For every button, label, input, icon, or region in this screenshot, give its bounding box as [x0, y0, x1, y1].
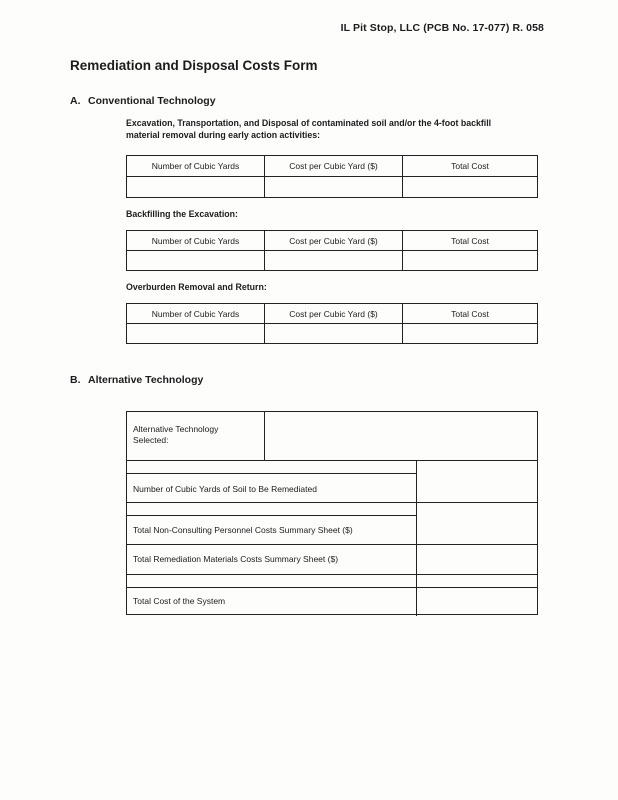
- excavation-cost-table: [126, 155, 538, 198]
- column-header-cost-per-yard: Cost per Cubic Yard ($): [265, 304, 403, 324]
- cubic-yards-remediated-field[interactable]: [418, 462, 536, 501]
- column-header-cost-per-yard: Cost per Cubic Yard ($): [265, 156, 403, 177]
- excavation-instructions: [126, 117, 546, 141]
- column-header-cubic-yards: Number of Cubic Yards: [127, 304, 265, 324]
- section-a-heading: [70, 95, 216, 107]
- column-header-cubic-yards: Number of Cubic Yards: [127, 156, 265, 177]
- non-consulting-personnel-costs-field[interactable]: [418, 504, 536, 543]
- table-divider: [127, 574, 537, 575]
- table-divider: [127, 515, 417, 516]
- selected-label-line2: Selected:: [133, 435, 169, 445]
- column-header-total-cost: Total Cost: [403, 156, 538, 177]
- column-header-cubic-yards: Number of Cubic Yards: [127, 231, 265, 251]
- form-title: Remediation and Disposal Costs Form: [70, 58, 318, 73]
- excavation-cubic-yards-field[interactable]: [127, 177, 265, 198]
- alternative-technology-selected-label: [133, 424, 218, 446]
- column-header-total-cost: Total Cost: [403, 304, 538, 324]
- overburden-total-cost-field[interactable]: [403, 324, 538, 344]
- column-header-total-cost: Total Cost: [403, 231, 538, 251]
- overburden-cubic-yards-field[interactable]: [127, 324, 265, 344]
- column-header-cost-per-yard: Cost per Cubic Yard ($): [265, 231, 403, 251]
- section-a-title: Conventional Technology: [88, 95, 216, 107]
- overburden-heading: Overburden Removal and Return:: [126, 282, 267, 292]
- backfilling-heading: Backfilling the Excavation:: [126, 209, 238, 219]
- alternative-technology-table: [126, 411, 538, 615]
- backfilling-cubic-yards-field[interactable]: [127, 251, 265, 271]
- section-b-title: Alternative Technology: [88, 374, 204, 386]
- backfilling-total-cost-field[interactable]: [403, 251, 538, 271]
- selected-label-line1: Alternative Technology: [133, 424, 219, 434]
- table-divider: [127, 473, 417, 474]
- remediation-materials-costs-label: Total Remediation Materials Costs Summary Sheet ($): [133, 554, 339, 564]
- non-consulting-personnel-costs-label: Total Non-Consulting Personnel Costs Summary Sheet ($): [133, 525, 353, 535]
- overburden-cost-table: [126, 303, 538, 344]
- excavation-total-cost-field[interactable]: [403, 177, 538, 198]
- cubic-yards-remediated-label: Number of Cubic Yards of Soil to Be Remediated: [133, 484, 317, 494]
- document-reference: IL Pit Stop, LLC (PCB No. 17-077) R. 058: [340, 22, 544, 34]
- excavation-cost-per-yard-field[interactable]: [265, 177, 403, 198]
- backfilling-cost-table: [126, 230, 538, 271]
- backfilling-cost-per-yard-field[interactable]: [265, 251, 403, 271]
- section-b-letter: B.: [70, 374, 81, 386]
- remediation-materials-costs-field[interactable]: [418, 546, 536, 573]
- overburden-cost-per-yard-field[interactable]: [265, 324, 403, 344]
- section-a-letter: A.: [70, 95, 81, 107]
- section-b-heading: [70, 374, 203, 386]
- total-system-cost-field[interactable]: [418, 589, 536, 614]
- alternative-technology-selected-field[interactable]: [266, 414, 536, 458]
- excavation-instructions-line1: Excavation, Transportation, and Disposal of contaminated soil and/or the 4-foot backfill: [126, 118, 492, 128]
- excavation-instructions-line2: material removal during early action activities:: [126, 130, 321, 140]
- total-system-cost-label: Total Cost of the System: [133, 596, 226, 606]
